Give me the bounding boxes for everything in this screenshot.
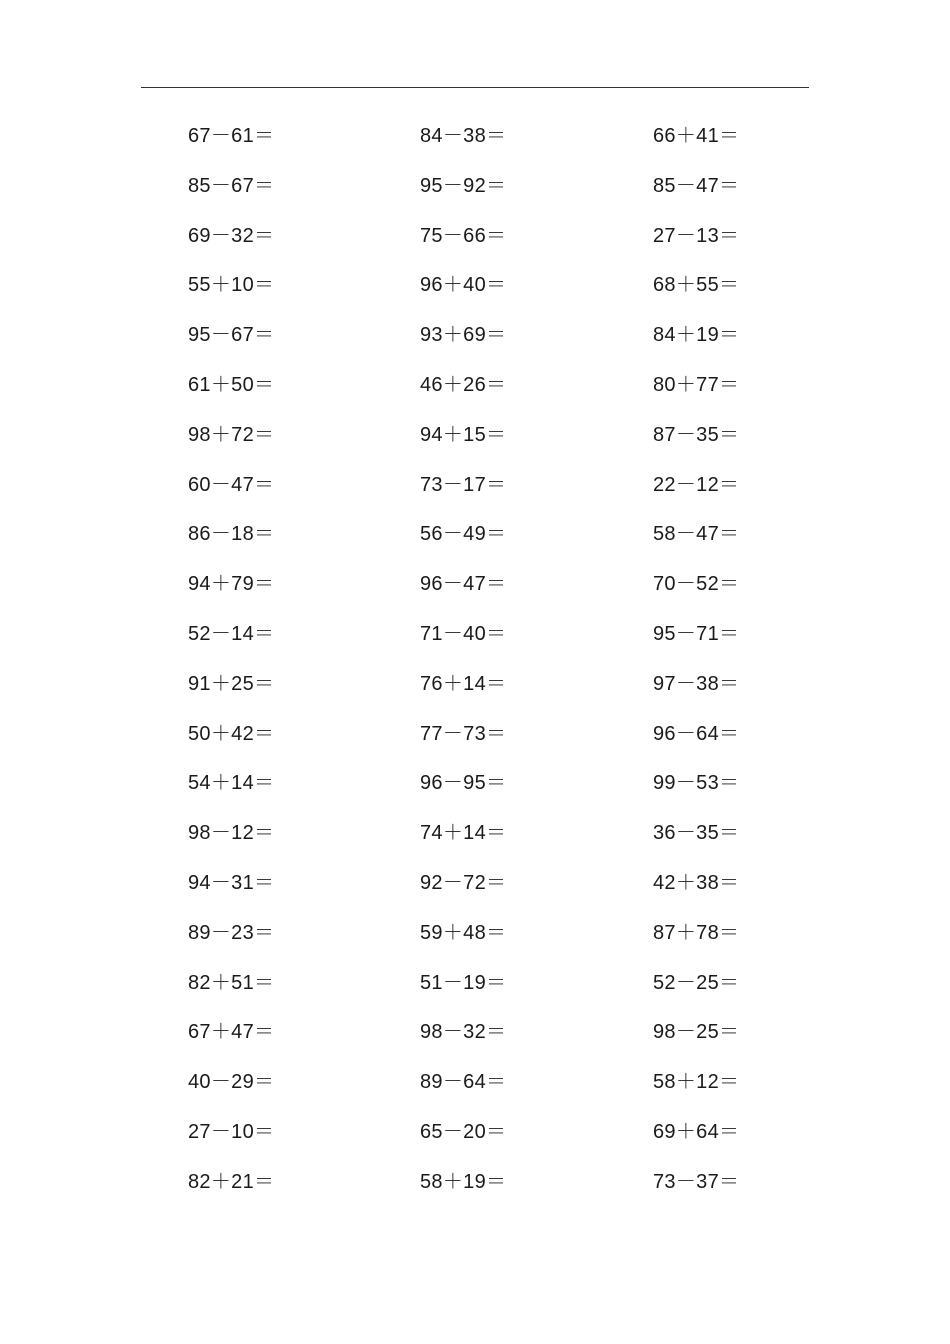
math-problem: 51－19＝ xyxy=(420,971,507,994)
math-problem: 87＋78＝ xyxy=(653,921,740,944)
math-problem: 92－72＝ xyxy=(420,871,507,894)
math-problem: 89－23＝ xyxy=(188,921,275,944)
math-problem: 36－35＝ xyxy=(653,822,740,845)
math-problem: 22－12＝ xyxy=(653,473,740,496)
math-problem: 67－61＝ xyxy=(188,125,275,147)
math-problem: 89－64＝ xyxy=(420,1071,507,1094)
math-problem: 94＋15＝ xyxy=(420,423,507,446)
math-problem: 91＋25＝ xyxy=(188,672,275,695)
math-problem: 96＋40＝ xyxy=(420,274,507,297)
math-problem: 98－12＝ xyxy=(188,822,275,845)
math-problem: 98－25＝ xyxy=(653,1021,740,1044)
math-problem: 46＋26＝ xyxy=(420,373,507,396)
math-problem: 68＋55＝ xyxy=(653,274,740,297)
math-problem: 77－73＝ xyxy=(420,722,507,745)
math-problem: 69－32＝ xyxy=(188,224,275,247)
math-problem: 56－49＝ xyxy=(420,523,507,546)
math-problem: 50＋42＝ xyxy=(188,722,275,745)
math-problem: 86－18＝ xyxy=(188,523,275,546)
math-problem: 70－52＝ xyxy=(653,573,740,596)
math-problem: 94＋79＝ xyxy=(188,573,275,596)
math-problem: 55＋10＝ xyxy=(188,274,275,297)
math-problem: 96－64＝ xyxy=(653,722,740,745)
math-problem: 52－25＝ xyxy=(653,971,740,994)
math-problem: 97－38＝ xyxy=(653,672,740,695)
math-problem: 94－31＝ xyxy=(188,871,275,894)
math-problem: 93＋69＝ xyxy=(420,324,507,347)
math-problem: 98＋72＝ xyxy=(188,423,275,446)
math-problem: 75－66＝ xyxy=(420,224,507,247)
math-problem: 52－14＝ xyxy=(188,622,275,645)
math-problem: 73－17＝ xyxy=(420,473,507,496)
header-rule xyxy=(141,87,809,88)
math-problem: 58＋19＝ xyxy=(420,1170,507,1193)
problem-grid xyxy=(188,119,808,1215)
math-problem: 99－53＝ xyxy=(653,772,740,795)
math-problem: 61＋50＝ xyxy=(188,373,275,396)
math-problem: 42＋38＝ xyxy=(653,871,740,894)
math-problem: 74＋14＝ xyxy=(420,822,507,845)
math-problem: 58－47＝ xyxy=(653,523,740,546)
math-problem: 76＋14＝ xyxy=(420,672,507,695)
math-problem: 54＋14＝ xyxy=(188,772,275,795)
math-problem: 84－38＝ xyxy=(420,125,507,147)
math-problem: 87－35＝ xyxy=(653,423,740,446)
math-problem: 58＋12＝ xyxy=(653,1071,740,1094)
math-problem: 96－95＝ xyxy=(420,772,507,795)
math-problem: 73－37＝ xyxy=(653,1170,740,1193)
math-problem: 82＋21＝ xyxy=(188,1170,275,1193)
math-problem: 80＋77＝ xyxy=(653,373,740,396)
math-problem: 98－32＝ xyxy=(420,1021,507,1044)
math-problem: 27－10＝ xyxy=(188,1120,275,1143)
math-problem: 95－92＝ xyxy=(420,174,507,197)
math-problem: 85－47＝ xyxy=(653,174,740,197)
math-problem: 27－13＝ xyxy=(653,224,740,247)
math-problem: 67＋47＝ xyxy=(188,1021,275,1044)
math-problem: 65－20＝ xyxy=(420,1120,507,1143)
math-problem: 60－47＝ xyxy=(188,473,275,496)
math-problem: 69＋64＝ xyxy=(653,1120,740,1143)
math-problem: 40－29＝ xyxy=(188,1071,275,1094)
math-problem: 59＋48＝ xyxy=(420,921,507,944)
math-problem: 85－67＝ xyxy=(188,174,275,197)
math-problem: 95－67＝ xyxy=(188,324,275,347)
math-problem: 96－47＝ xyxy=(420,573,507,596)
math-problem: 66＋41＝ xyxy=(653,125,740,147)
math-problem: 82＋51＝ xyxy=(188,971,275,994)
math-problem: 71－40＝ xyxy=(420,622,507,645)
math-problem: 84＋19＝ xyxy=(653,324,740,347)
math-problem: 95－71＝ xyxy=(653,622,740,645)
